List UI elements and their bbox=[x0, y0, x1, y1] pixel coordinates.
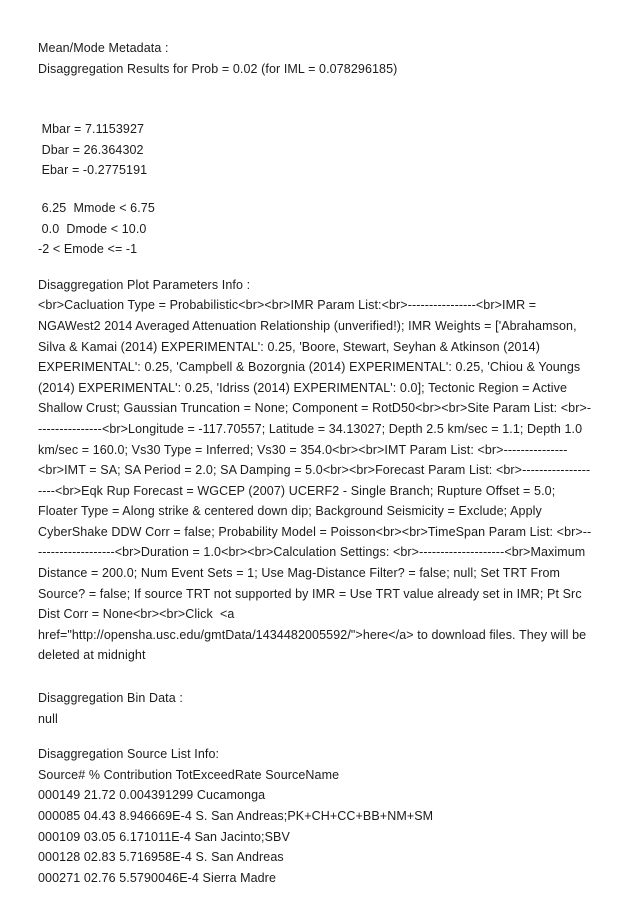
section-bin-data bbox=[38, 688, 615, 729]
section-mode-ranges bbox=[38, 198, 615, 260]
text-line: NGAWest2 2014 Averaged Attenuation Relationship (unverified!); IMR Weights = ['Abrahamson, bbox=[38, 318, 577, 333]
text-line: EXPERIMENTAL': 0.25, 'Campbell & Bozorgnia (2014) EXPERIMENTAL': 0.25, 'Chiou & Youngs bbox=[38, 360, 581, 375]
text-line: Disaggregation Source List Info: bbox=[38, 747, 220, 762]
text-line: 6.25 Mmode < 6.75 bbox=[38, 200, 155, 215]
text-line: km/sec = 160.0; Vs30 Type = Inferred; Vs30 = 354.0<br><br>IMT Param List: <br>--------------- bbox=[38, 442, 568, 457]
text-line: CyberShake DDW Corr = false; Probability Model = Poisson<br><br>TimeSpan Param List: <br>-- bbox=[38, 524, 592, 539]
text-line: -2 < Emode <= -1 bbox=[38, 242, 138, 257]
text-line: Dbar = 26.364302 bbox=[38, 142, 144, 157]
text-line: <br>Cacluation Type = Probabilistic<br><br>IMR Param List:<br>----------------<br>IMR = bbox=[38, 298, 537, 313]
text-line: Distance = 200.0; Num Event Sets = 1; Use Mag-Distance Filter? = false; null; Set TRT From bbox=[38, 566, 561, 581]
text-line: Disaggregation Plot Parameters Info : bbox=[38, 277, 251, 292]
text-line: Disaggregation Results for Prob = 0.02 (for IML = 0.078296185) bbox=[38, 61, 398, 76]
text-line: Shallow Crust; Gaussian Truncation = None; Component = RotD50<br><br>Site Param List: <br>- bbox=[38, 401, 592, 416]
section-plot-parameters-info bbox=[38, 275, 615, 666]
text-line: Disaggregation Bin Data : bbox=[38, 691, 183, 706]
text-line: ---------------<br>Longitude = -117.70557; Latitude = 34.13027; Depth 2.5 km/sec = 1.1; Depth 1.0 bbox=[38, 421, 583, 436]
section-source-list bbox=[38, 744, 615, 888]
text-line: Source? = false; If source TRT not supported by IMR = Use TRT value already set in IMR; Pt Src bbox=[38, 586, 582, 601]
text-line: Source# % Contribution TotExceedRate SourceName bbox=[38, 767, 340, 782]
section-mean-values bbox=[38, 119, 615, 181]
text-line: 000128 02.83 5.716958E-4 S. San Andreas bbox=[38, 850, 284, 865]
text-line: Silva & Kamai (2014) EXPERIMENTAL': 0.25, 'Boore, Stewart, Seyhan & Atkinson (2014) bbox=[38, 339, 540, 354]
text-line: deleted at midnight bbox=[38, 648, 146, 663]
text-line: Ebar = -0.2775191 bbox=[38, 163, 148, 178]
text-line: Floater Type = Along strike & centered down dip; Background Seismicity = Exclude; Apply bbox=[38, 504, 542, 519]
text-line: (2014) EXPERIMENTAL': 0.25, 'Idriss (2014) EXPERIMENTAL': 0.0]; Tectonic Region = Active bbox=[38, 380, 568, 395]
text-line: null bbox=[38, 711, 58, 726]
text-line: ------------------<br>Duration = 1.0<br><br>Calculation Settings: <br>--------------------<br>Maximum bbox=[38, 545, 586, 560]
text-line: 000271 02.76 5.5790046E-4 Sierra Madre bbox=[38, 870, 276, 885]
text-line: 000085 04.43 8.946669E-4 S. San Andreas;PK+CH+CC+BB+NM+SM bbox=[38, 809, 434, 823]
text-line: 0.0 Dmode < 10.0 bbox=[38, 221, 147, 236]
text-line: <br>IMT = SA; SA Period = 2.0; SA Damping = 5.0<br><br>Forecast Param List: <br>---------------- bbox=[38, 463, 591, 478]
text-line: href="http://opensha.usc.edu/gmtData/1434482005592/">here</a> to download files. They will be bbox=[38, 627, 587, 642]
text-line: Dist Corr = None<br><br>Click <a bbox=[38, 607, 235, 622]
text-line: Mean/Mode Metadata : bbox=[38, 41, 169, 55]
section-mean-mode-metadata bbox=[38, 38, 615, 79]
text-line: ----<br>Eqk Rup Forecast = WGCEP (2007) UCERF2 - Single Branch; Rupture Offset = 5.0; bbox=[38, 483, 556, 498]
text-line: 000149 21.72 0.004391299 Cucamonga bbox=[38, 788, 266, 803]
text-line: Mbar = 7.1153927 bbox=[38, 122, 145, 137]
text-line: 000109 03.05 6.171011E-4 San Jacinto;SBV bbox=[38, 829, 290, 844]
